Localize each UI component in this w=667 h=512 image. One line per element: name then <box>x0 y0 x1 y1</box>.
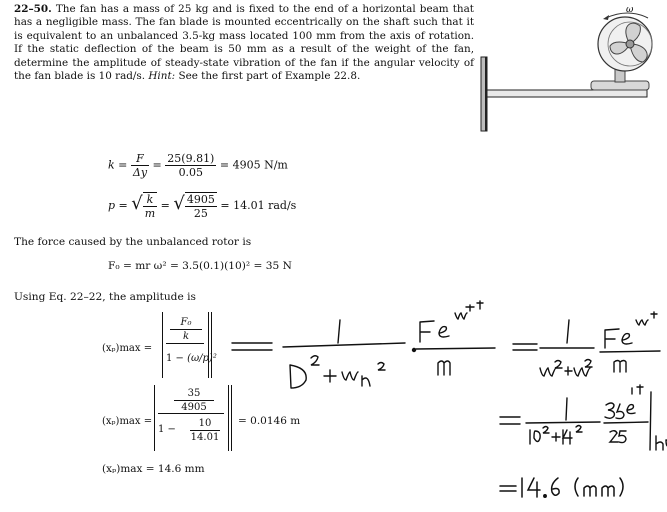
p-equation: p = √ $\frac{k}{m}$ = √ $\frac{4905}{25}$ = 14.01 rad/s <box>108 193 297 220</box>
k-label: k <box>182 331 190 342</box>
one-minus-2: 1 − <box>158 424 176 435</box>
p-lhs: p = <box>108 199 128 212</box>
amp-lhs-1: (xₚ)max = <box>102 343 153 354</box>
p-result: = 14.01 rad/s <box>220 199 297 212</box>
amplitude-text: Using Eq. 22–22, the amplitude is <box>14 291 196 303</box>
amp-result-1: = 0.0146 m <box>238 415 301 427</box>
n10: 10 <box>190 417 220 431</box>
handwritten-line-1 <box>232 301 660 388</box>
amp-final: (xₚ)max = 14.6 mm <box>102 463 205 475</box>
n35: 35 <box>174 387 214 401</box>
k-result: = 4905 N/m <box>219 158 288 172</box>
k-num: 25(9.81) <box>167 152 215 165</box>
problem-number: 22–50. <box>14 3 52 15</box>
n1401: 14.01 <box>190 432 220 443</box>
one-minus-1: 1 − <box>166 353 184 364</box>
p-den: 25 <box>193 207 208 220</box>
p-k: k <box>143 193 157 207</box>
problem-text: The fan has a mass of 25 kg and is fixed to the end of a horizontal beam that has a negligible mass. The fan blade is mounted eccentrically on the shaft such that it is equivalent to an unbalanced 3.5-kg mass located 100 mm from the axis of rotation. If the static deflection of the beam is 50 mm as a result of the weight of the fan, determine the amplitude of steady-state vibration of the fan if the angular velocity of the fan blade is 10 rad/s. <box>14 3 474 83</box>
p-m: m <box>144 207 156 220</box>
amp-lhs-2: (xₚ)max = <box>102 416 153 427</box>
handwritten-final <box>500 478 623 497</box>
hint-label: Hint: <box>148 70 176 83</box>
f0-label: F₀ <box>170 316 202 330</box>
force-text: The force caused by the unbalanced rotor is <box>14 236 252 248</box>
n4905: 4905 <box>181 402 207 413</box>
k-lhs: k = <box>108 158 128 172</box>
k-f-den: Δy <box>132 166 148 179</box>
force-equation: F₀ = mr ω² = 3.5(0.1)(10)² = 35 N <box>108 260 292 272</box>
hint-text: See the first part of Example 22.8. <box>178 70 361 83</box>
omega-label: ω <box>626 5 634 15</box>
handwritten-line-2 <box>500 385 667 450</box>
k-den: 0.05 <box>178 166 204 179</box>
omega-over-p: (ω/p)² <box>187 353 217 364</box>
k-f-num: F <box>131 152 149 166</box>
k-equation: k = $\frac{F}{\Delta y}$ = $\frac{25(9.81)}{0.05}$ = 4905 N/m <box>108 152 288 179</box>
p-num: 4905 <box>186 193 215 206</box>
